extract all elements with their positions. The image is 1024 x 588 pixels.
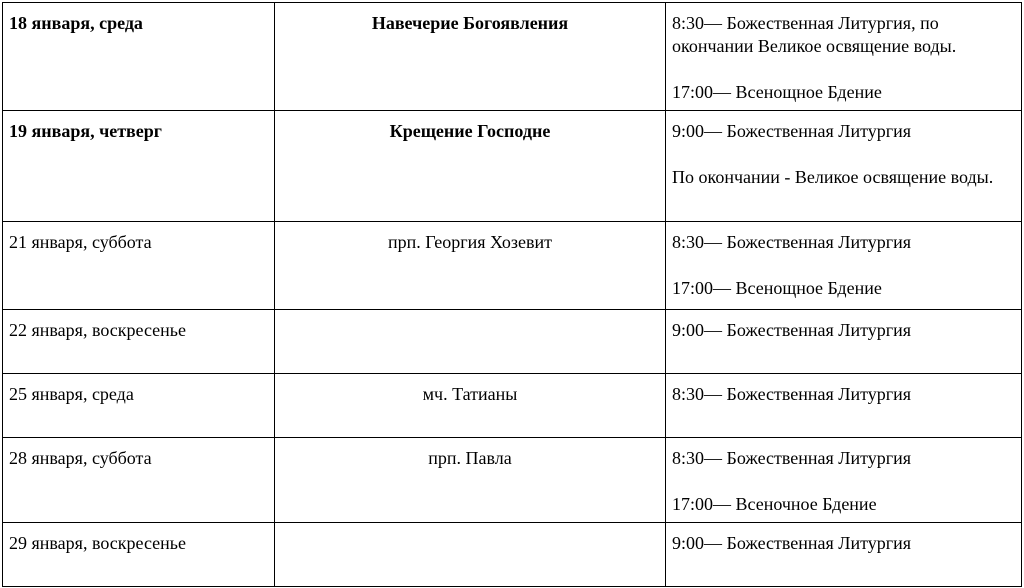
date-cell: 21 января, суббота	[3, 222, 275, 310]
service-entry: 8:30— Божественная Литургия	[672, 448, 912, 468]
feast-cell	[275, 523, 666, 587]
table-row	[3, 438, 1022, 523]
services-cell	[666, 438, 1022, 523]
feast-cell: прп. Георгия Хозевит	[275, 222, 666, 310]
services-cell	[666, 374, 1022, 438]
services-cell	[666, 523, 1022, 587]
table-row	[3, 374, 1022, 438]
table-row	[3, 222, 1022, 310]
service-entry: 9:00— Божественная Литургия	[672, 320, 912, 340]
service-entry: 8:30— Божественная Литургия, по окончании Великое освящение воды.	[672, 13, 957, 56]
feast-cell	[275, 310, 666, 374]
service-entry: 17:00— Всенощное Бдение	[672, 278, 882, 298]
service-entry: 9:00— Божественная Литургия	[672, 121, 912, 141]
date-cell: 19 января, четверг	[3, 111, 275, 222]
table-row	[3, 523, 1022, 587]
service-entry: 9:00— Божественная Литургия	[672, 533, 912, 553]
service-entry: 17:00— Всеночное Бдение	[672, 494, 877, 514]
date-cell: 22 января, воскресенье	[3, 310, 275, 374]
date-cell: 28 января, суббота	[3, 438, 275, 523]
feast-cell: Навечерие Богоявления	[275, 3, 666, 111]
services-cell	[666, 222, 1022, 310]
date-cell: 29 января, воскресенье	[3, 523, 275, 587]
feast-cell: прп. Павла	[275, 438, 666, 523]
table-row	[3, 3, 1022, 111]
service-entry: По окончании - Великое освящение воды.	[672, 167, 994, 187]
table-row	[3, 310, 1022, 374]
service-entry: 8:30— Божественная Литургия	[672, 384, 912, 404]
table-row	[3, 111, 1022, 222]
services-cell	[666, 111, 1022, 222]
date-cell: 25 января, среда	[3, 374, 275, 438]
feast-cell: Крещение Господне	[275, 111, 666, 222]
services-cell	[666, 310, 1022, 374]
service-entry: 17:00— Всенощное Бдение	[672, 82, 882, 102]
feast-cell: мч. Татианы	[275, 374, 666, 438]
service-entry: 8:30— Божественная Литургия	[672, 232, 912, 252]
services-cell	[666, 3, 1022, 111]
date-cell: 18 января, среда	[3, 3, 275, 111]
schedule-table	[2, 2, 1022, 587]
